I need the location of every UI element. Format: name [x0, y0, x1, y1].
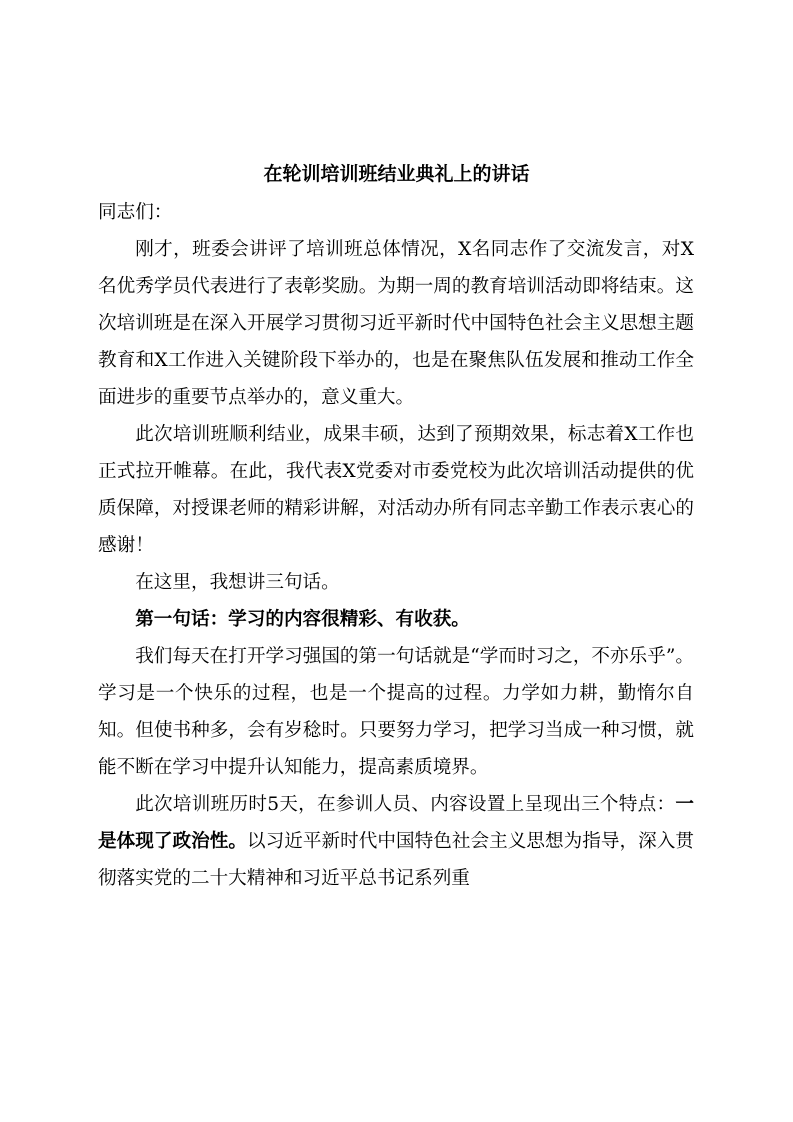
document-title: 在轮训培训班结业典礼上的讲话: [263, 163, 530, 185]
section-heading-first: 第一句话：学习的内容很精彩、有收获。: [135, 609, 470, 630]
document-body: [98, 194, 694, 897]
paragraph-opening: 刚才，班委会讲评了培训班总体情况，X名同志作了交流发言，对X名优秀学员代表进行了表彰奖励。为期一周的教育培训活动即将结束。这次培训班是在深入开展学习贯彻习近平新时代中国特色社会主义思想主题教育和X工作进入关键阶段下举办的，也是在聚焦队伍发展和推动工作全面进步的重要节点举办的，意义重大。: [98, 239, 694, 408]
paragraph-learning: 我们每天在打开学习强国的第一句话就是“学而时习之，不亦乐乎”。学习是一个快乐的过程，也是一个提高的过程。力学如力耕，勤惰尔自知。但使书种多，会有岁稔时。只要努力学习，把学习当成一种习惯，就能不断在学习中提升认知能力，提高素质境界。: [98, 646, 694, 778]
features-point-one: 一是体现了政治性。: [98, 794, 694, 852]
features-rest: 以习近平新时代中国特色社会主义思想为指导，深入贯彻落实党的二十大精神和习近平总书记系列重: [98, 831, 694, 889]
features-lead: 此次培训班历时5天，在参训人员、内容设置上呈现出三个特点：: [135, 794, 676, 815]
salutation: 同志们：: [98, 202, 173, 223]
paragraph-thanks: 此次培训班顺利结业，成果丰硕，达到了预期效果，标志着X工作也正式拉开帷幕。在此，我代表X党委对市委党校为此次培训活动提供的优质保障，对授课老师的精彩讲解，对活动办所有同志辛勤工作表示衷心的感谢！: [98, 424, 694, 556]
paragraph-intro: 在这里，我想讲三句话。: [135, 572, 340, 593]
paragraph-features: [98, 786, 694, 897]
